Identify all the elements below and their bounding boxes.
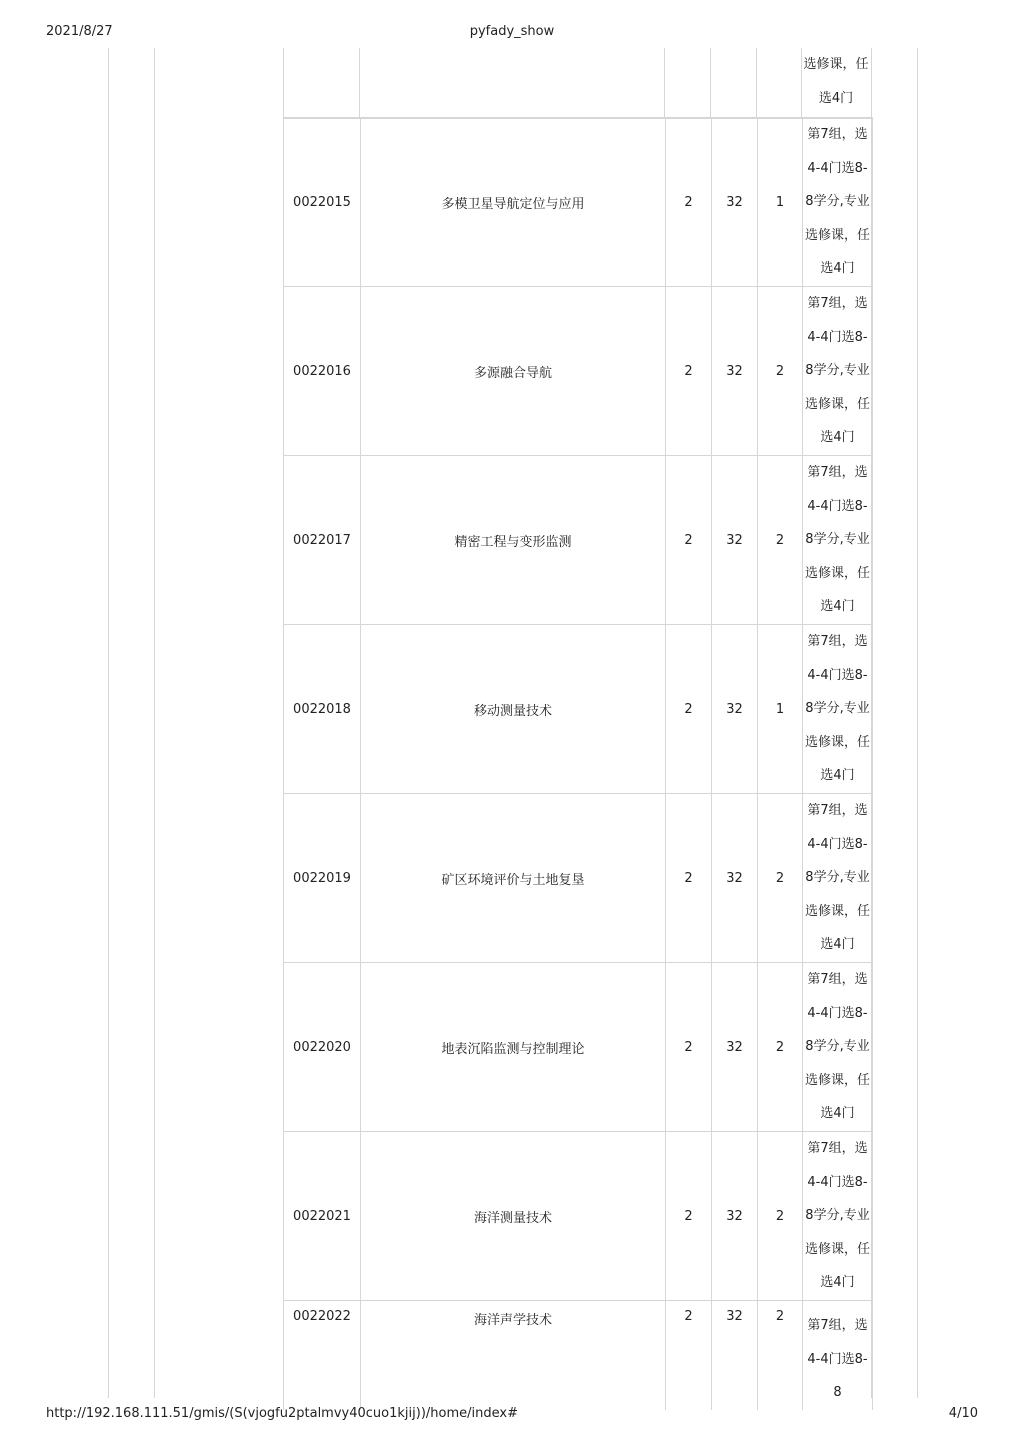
course-hours: 32 xyxy=(712,625,758,794)
course-semester: 2 xyxy=(758,1301,803,1410)
course-note xyxy=(803,456,873,625)
prev-row-cell xyxy=(360,48,665,119)
course-hours: 32 xyxy=(712,963,758,1132)
course-semester: 2 xyxy=(758,287,803,456)
course-row xyxy=(284,625,873,794)
course-row xyxy=(284,963,873,1132)
course-hours: 32 xyxy=(712,456,758,625)
course-row xyxy=(284,1132,873,1301)
course-code: 0022022 xyxy=(284,1301,361,1410)
course-note-text: 第7组，选4-4门选8-8学分,专业选修课，任选4门 xyxy=(804,127,870,277)
page-number: 4/10 xyxy=(948,1406,978,1421)
course-note xyxy=(803,794,873,963)
course-semester: 1 xyxy=(758,118,803,287)
course-hours: 32 xyxy=(712,118,758,287)
prev-row-cell xyxy=(757,48,802,119)
course-code: 0022019 xyxy=(284,794,361,963)
course-semester: 2 xyxy=(758,456,803,625)
outer-column-line xyxy=(917,48,918,1398)
print-date: 2021/8/27 xyxy=(46,24,113,39)
course-code: 0022018 xyxy=(284,625,361,794)
course-note-text: 第7组，选4-4门选8-8学分,专业选修课，任选4门 xyxy=(804,803,870,953)
course-row xyxy=(284,794,873,963)
prev-row-note: 选修课，任选4门 xyxy=(803,57,869,106)
course-hours: 32 xyxy=(712,794,758,963)
outer-column-line xyxy=(108,48,109,1398)
course-code: 0022015 xyxy=(284,118,361,287)
course-name: 海洋测量技术 xyxy=(361,1132,666,1301)
course-credits: 2 xyxy=(666,456,712,625)
course-name: 移动测量技术 xyxy=(361,625,666,794)
prev-row-cell xyxy=(711,48,757,119)
course-semester: 1 xyxy=(758,625,803,794)
course-code: 0022021 xyxy=(284,1132,361,1301)
course-credits: 2 xyxy=(666,287,712,456)
course-note-text: 第7组，选4-4门选8-8学分,专业选修课，任选4门 xyxy=(804,465,870,615)
course-row xyxy=(284,1301,873,1410)
course-note xyxy=(803,1132,873,1301)
course-hours: 32 xyxy=(712,1301,758,1410)
course-note xyxy=(803,118,873,287)
course-row xyxy=(284,118,873,287)
course-note-text: 第7组，选4-4门选8-8学分,专业选修课，任选4门 xyxy=(804,972,870,1122)
print-url: http://192.168.111.51/gmis/(S(vjogfu2ptalmvy40cuo1kjij))/home/index# xyxy=(46,1406,518,1421)
course-name: 矿区环境评价与土地复垦 xyxy=(361,794,666,963)
print-title: pyfady_show xyxy=(469,24,555,39)
course-note xyxy=(803,625,873,794)
course-note-text: 第7组，选4-4门选8-8学分,专业选修课，任选4门 xyxy=(804,296,870,446)
course-note-text: 第7组，选4-4门选8-8 xyxy=(807,1318,868,1401)
course-name: 精密工程与变形监测 xyxy=(361,456,666,625)
course-semester: 2 xyxy=(758,963,803,1132)
course-credits: 2 xyxy=(666,963,712,1132)
course-code: 0022017 xyxy=(284,456,361,625)
course-credits: 2 xyxy=(666,1132,712,1301)
course-semester: 2 xyxy=(758,1132,803,1301)
course-credits: 2 xyxy=(666,1301,712,1410)
course-note-text: 第7组，选4-4门选8-8学分,专业选修课，任选4门 xyxy=(804,634,870,784)
prev-row-cell xyxy=(665,48,711,119)
course-hours: 32 xyxy=(712,287,758,456)
course-row xyxy=(284,287,873,456)
course-table xyxy=(283,117,873,1410)
course-name: 海洋声学技术 xyxy=(361,1301,666,1410)
course-row xyxy=(284,456,873,625)
course-code: 0022016 xyxy=(284,287,361,456)
prev-row-cell xyxy=(283,48,360,119)
course-note xyxy=(803,963,873,1132)
course-note xyxy=(803,1301,873,1410)
course-name: 多模卫星导航定位与应用 xyxy=(361,118,666,287)
course-credits: 2 xyxy=(666,118,712,287)
outer-column-line xyxy=(154,48,155,1398)
course-credits: 2 xyxy=(666,625,712,794)
course-name: 地表沉陷监测与控制理论 xyxy=(361,963,666,1132)
course-note xyxy=(803,287,873,456)
course-note-text: 第7组，选4-4门选8-8学分,专业选修课，任选4门 xyxy=(804,1141,870,1291)
course-code: 0022020 xyxy=(284,963,361,1132)
course-name: 多源融合导航 xyxy=(361,287,666,456)
course-credits: 2 xyxy=(666,794,712,963)
course-semester: 2 xyxy=(758,794,803,963)
course-hours: 32 xyxy=(712,1132,758,1301)
